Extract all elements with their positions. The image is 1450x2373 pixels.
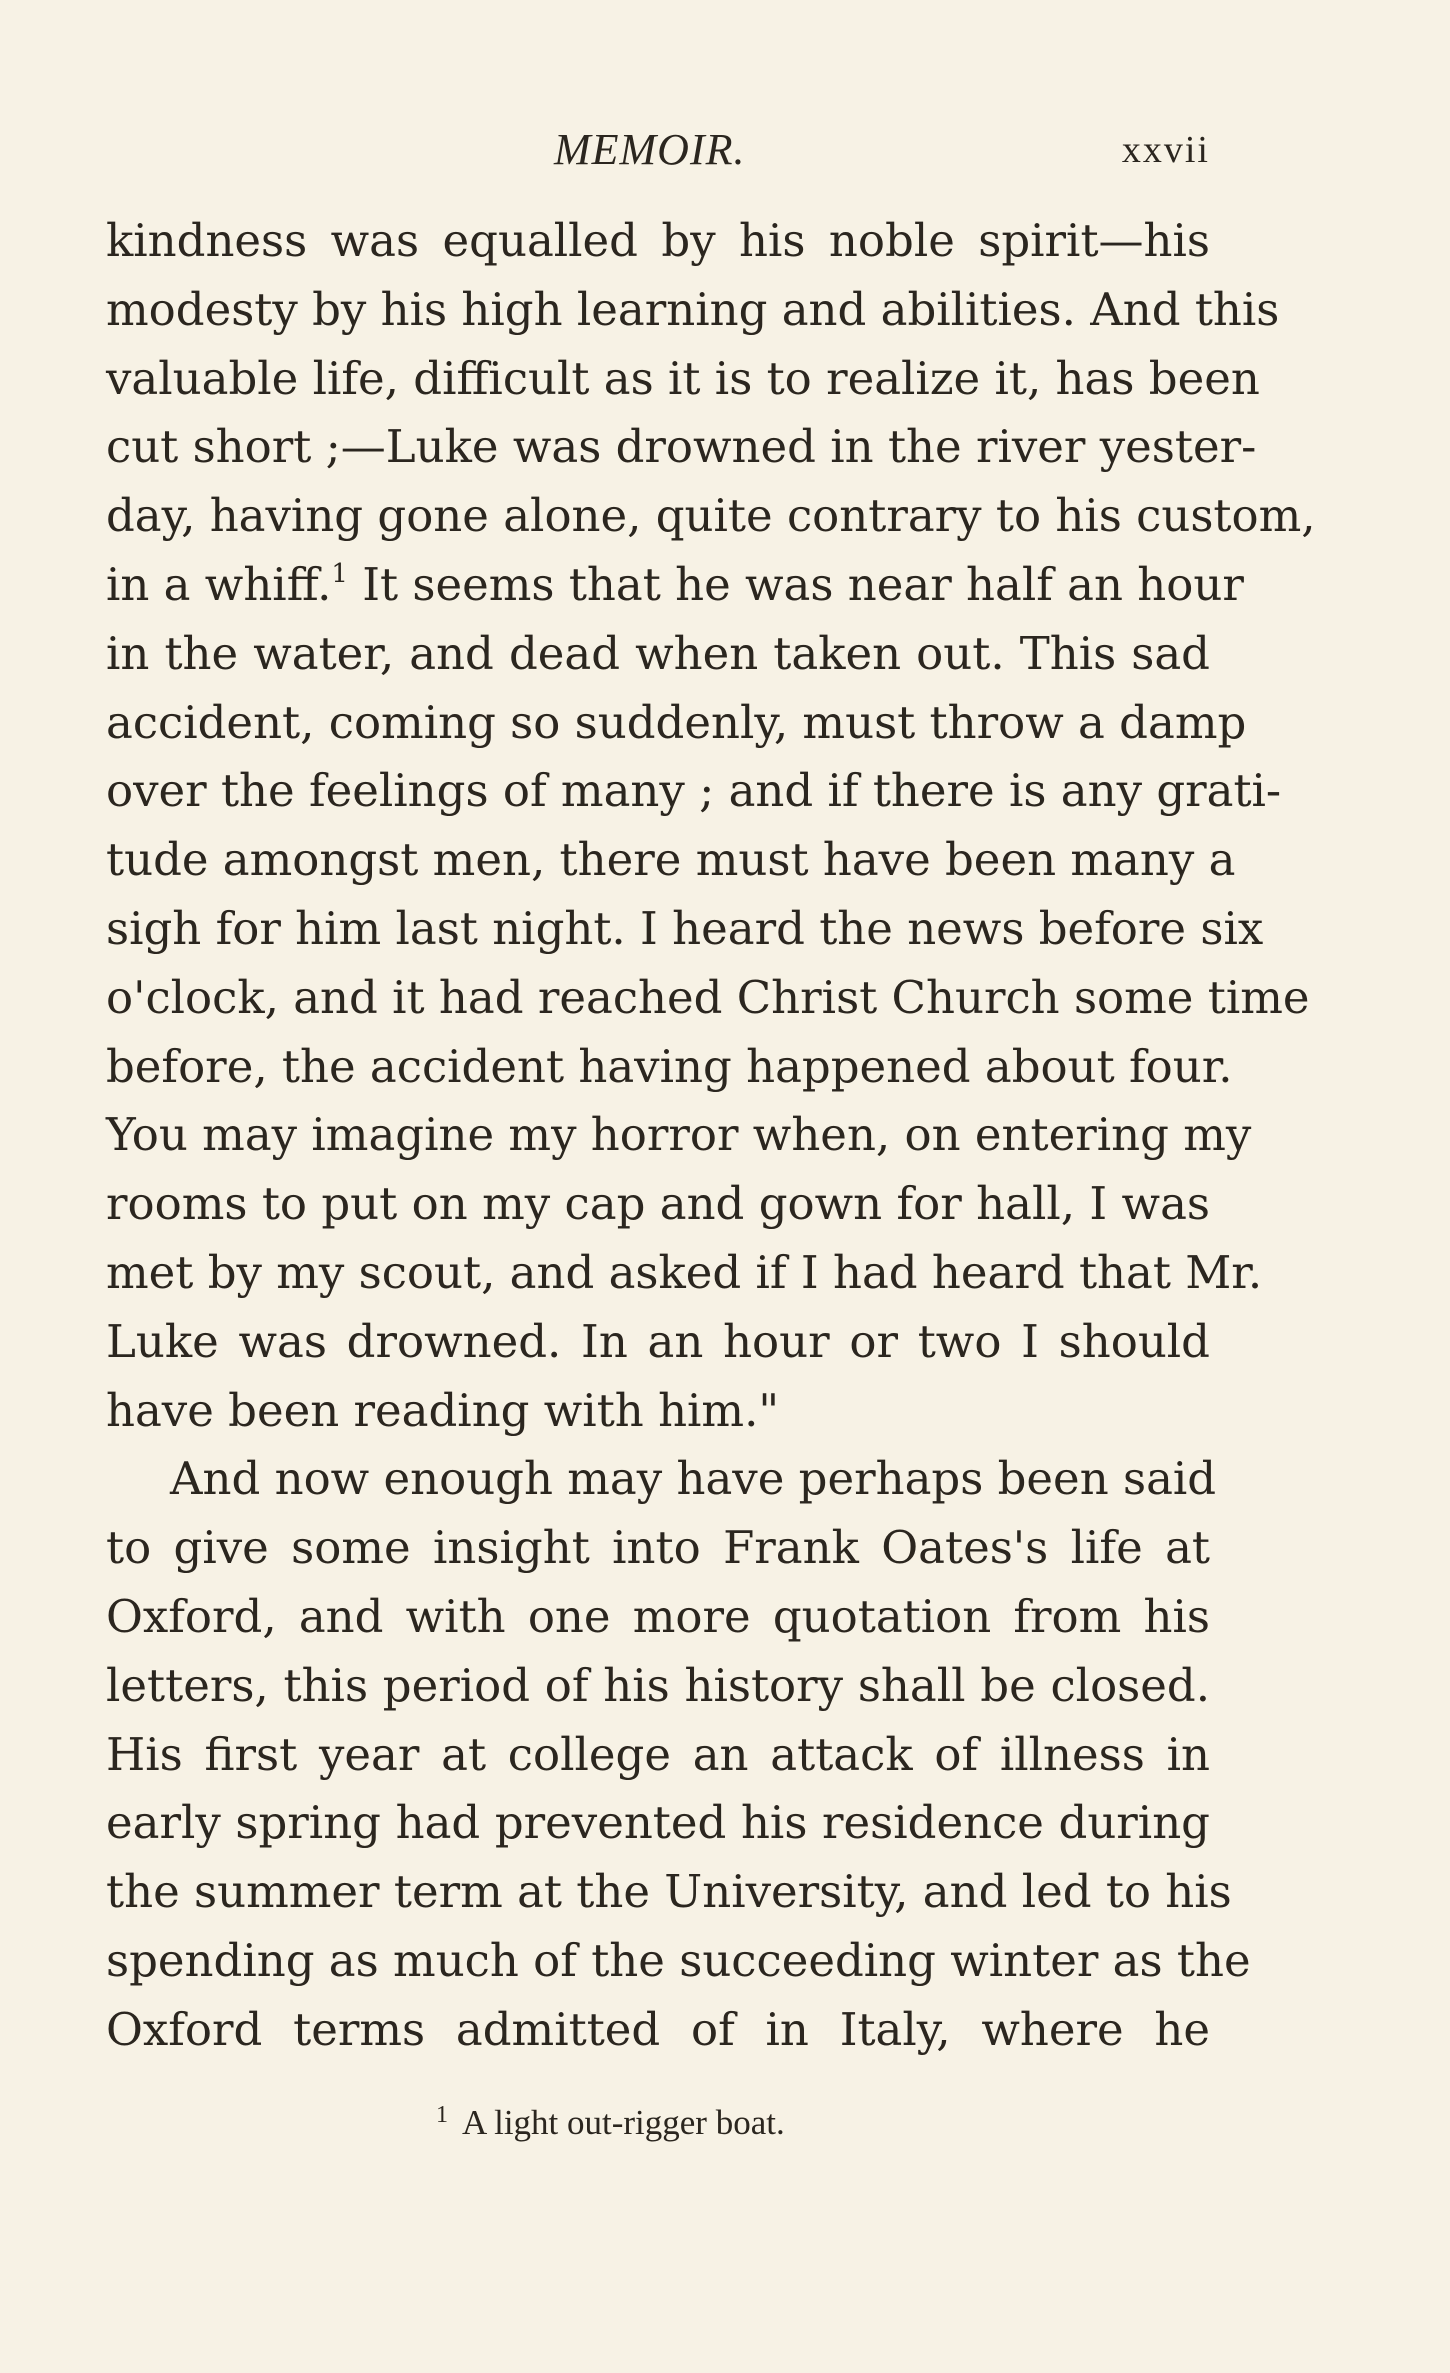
text-line: valuable life, difficult as it is to realize it, has been: [106, 351, 1260, 405]
text-line: modesty by his high learning and abilities. And this: [106, 282, 1280, 336]
text-line: kindness was equalled by his noble spirit—his: [106, 214, 1210, 267]
text-line: rooms to put on my cap and gown for hall, I was: [106, 1177, 1210, 1231]
text-fragment: in a whiff.: [106, 557, 332, 611]
text-line-with-footnote-mark: [106, 551, 1244, 620]
text-line: to give some insight into Frank Oates's life at: [106, 1521, 1210, 1575]
text-line: the summer term at the University, and led to his: [106, 1865, 1232, 1919]
footnote-text: A light out-rigger boat.: [462, 2103, 785, 2142]
text-fragment: It seems that he was near half an hour: [347, 557, 1244, 611]
text-line: Oxford terms admitted of in Italy, where he: [106, 2002, 1210, 2056]
text-line: And now enough may have perhaps been said: [170, 1452, 1217, 1506]
text-line: in the water, and dead when taken out. This sad: [106, 626, 1210, 680]
text-line: early spring had prevented his residence during: [106, 1796, 1210, 1850]
text-line: o'clock, and it had reached Christ Church some time: [106, 970, 1310, 1024]
text-line: Luke was drowned. In an hour or two I should: [106, 1314, 1210, 1368]
text-line: met by my scout, and asked if I had heard that Mr.: [106, 1245, 1263, 1299]
text-line: accident, coming so suddenly, must throw a damp: [106, 695, 1247, 749]
text-line: You may imagine my horror when, on entering my: [106, 1108, 1252, 1162]
text-line: over the feelings of many ; and if there is any grati-: [106, 764, 1282, 818]
running-head: [106, 118, 1210, 182]
text-line: have been reading with him.": [106, 1383, 780, 1437]
text-line: letters, this period of his history shall be closed.: [106, 1658, 1210, 1712]
footnote-reference: 1: [331, 558, 348, 589]
text-line: Oxford, and with one more quotation from his: [106, 1589, 1210, 1643]
text-line: before, the accident having happened about four.: [106, 1039, 1233, 1093]
text-line: day, having gone alone, quite contrary to his custom,: [106, 489, 1316, 543]
text-line: tude amongst men, there must have been many a: [106, 833, 1236, 887]
footnote: [436, 2090, 785, 2148]
text-line: cut short ;—Luke was drowned in the river yester-: [106, 420, 1257, 474]
body-text: [106, 207, 1316, 2065]
text-line: sigh for him last night. I heard the news before six: [106, 901, 1264, 955]
running-head-title: MEMOIR.: [554, 125, 746, 174]
footnote-number: 1: [436, 2102, 448, 2128]
page-number: xxvii: [1121, 129, 1210, 171]
text-line: His first year at college an attack of illness in: [106, 1727, 1210, 1781]
text-line: spending as much of the succeeding winter as the: [106, 1933, 1251, 1987]
